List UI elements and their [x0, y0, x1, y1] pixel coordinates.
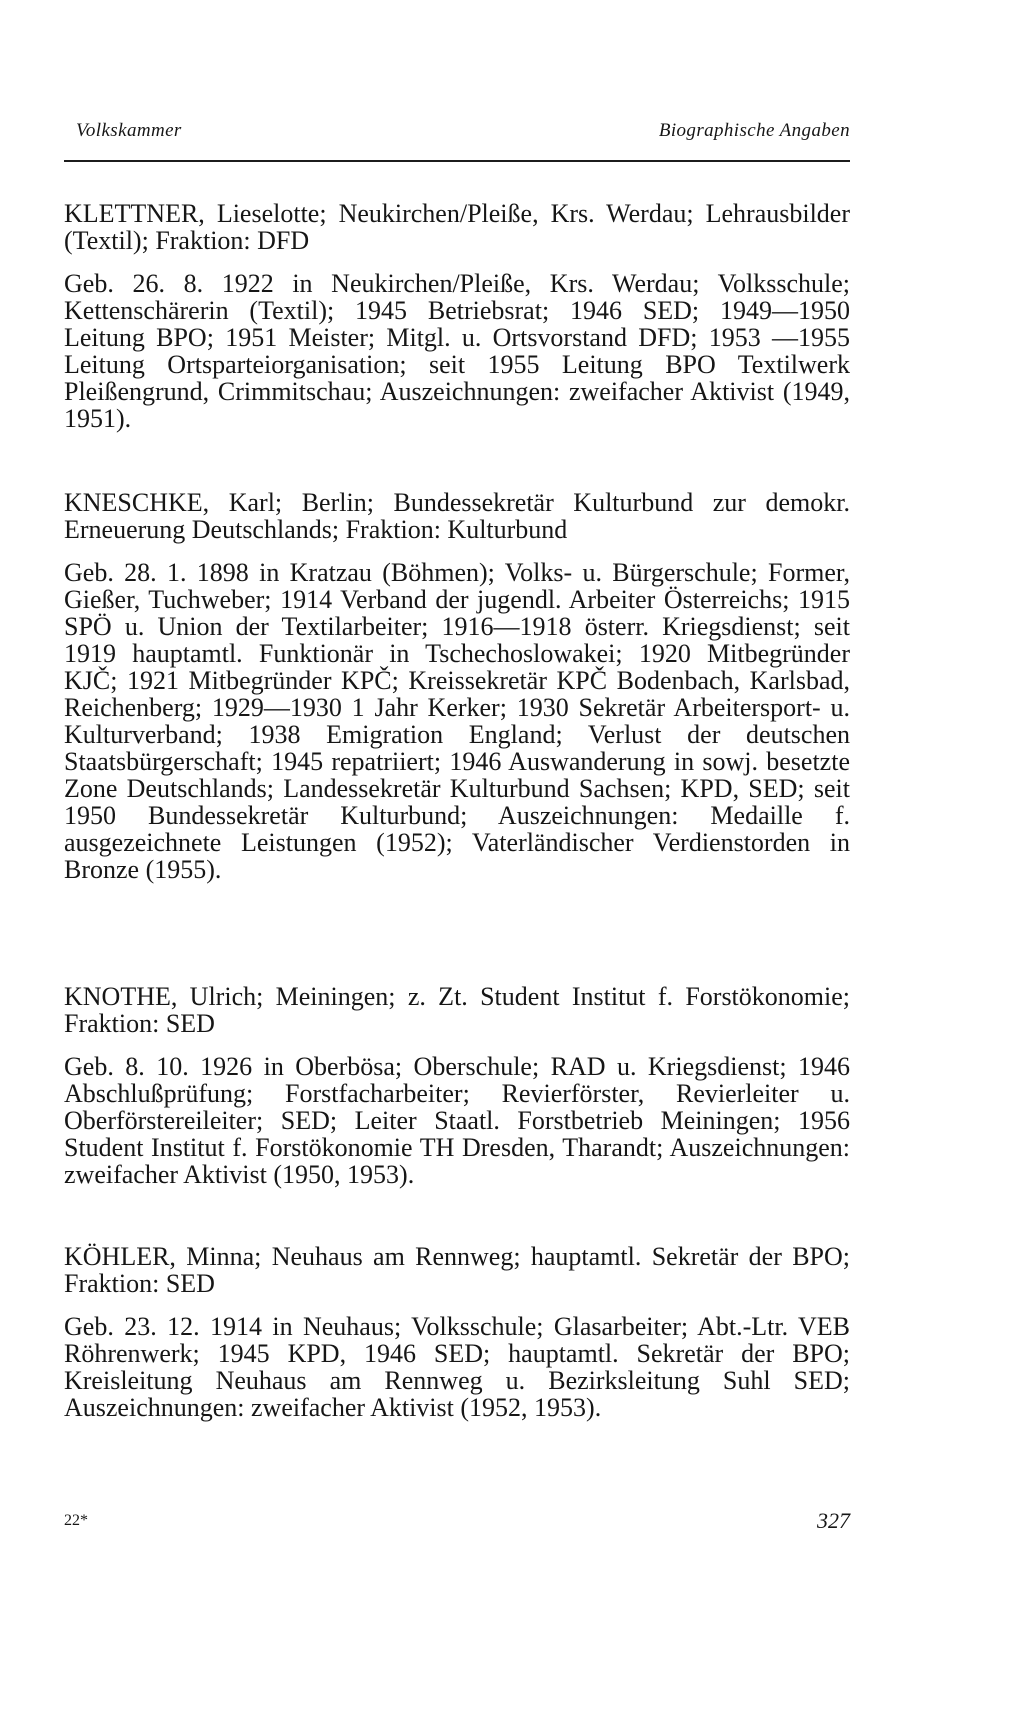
- biography-entry-kneschke: [64, 489, 850, 883]
- biography-entry-koehler: [64, 1243, 850, 1421]
- header-chapter-title: Biographische Angaben: [658, 120, 850, 141]
- page-footer: [64, 1508, 850, 1538]
- printer-signature: 22*: [64, 1512, 88, 1529]
- page-number: 327: [817, 1508, 850, 1533]
- biography-entry-knothe: [64, 983, 850, 1188]
- header-section-title: Volkskammer: [76, 120, 182, 141]
- entry-biography: Geb. 8. 10. 1926 in Oberbösa; Oberschule; RAD u. Kriegsdienst; 1946 Abschlußprüfung; Forstfacharbeiter; Revierförster, Revierleiter u. Oberförstereileiter; SED; Leiter Staatl. Forstbetrieb Meiningen; 1956 Student Institut f. Forstökonomie TH Dresden, Tharandt; Auszeichnungen: zweifacher Aktivist (1950, 1953).: [64, 1052, 850, 1189]
- biography-entry-klettner: [64, 200, 850, 432]
- entry-biography: Geb. 28. 1. 1898 in Kratzau (Böhmen); Volks- u. Bürgerschule; Former, Gießer, Tuchweber; 1914 Verband der jugendl. Arbeiter Österreichs; 1915 SPÖ u. Union der Textilarbeiter; 1916—1918 österr. Kriegsdienst; seit 1919 hauptamtl. Funktionär in Tschechoslowakei; 1920 Mitbegründer KJČ; 1921 Mitbegründer KPČ; Kreissekretär KPČ Bodenbach, Karlsbad, Reichenberg; 1929—1930 1 Jahr Kerker; 1930 Sekretär Arbeitersport- u. Kulturverband; 1938 Emigration England; Verlust der deutschen Staatsbürgerschaft; 1945 repatriiert; 1946 Auswanderung in sowj. besetzte Zone Deutschlands; Landessekretär Kulturbund Sachsen; KPD, SED; seit 1950 Bundessekretär Kulturbund; Auszeichnungen: Medaille f. ausgezeichnete Leistungen (1952); Vaterländischer Verdienstorden in Bronze (1955).: [64, 558, 850, 884]
- running-header: [64, 120, 850, 150]
- entry-heading: KNESCHKE, Karl; Berlin; Bundessekretär Kulturbund zur demokr. Erneuerung Deutschlands; Fraktion: Kulturbund: [64, 488, 850, 544]
- entry-heading: KÖHLER, Minna; Neuhaus am Rennweg; hauptamtl. Sekretär der BPO; Fraktion: SED: [64, 1242, 850, 1298]
- entry-heading: KLETTNER, Lieselotte; Neukirchen/Pleiße, Krs. Werdau; Lehrausbilder (Textil); Fraktion: DFD: [64, 199, 850, 255]
- entry-heading: KNOTHE, Ulrich; Meiningen; z. Zt. Student Institut f. Forstökonomie; Fraktion: SED: [64, 982, 850, 1038]
- entry-biography: Geb. 23. 12. 1914 in Neuhaus; Volksschule; Glasarbeiter; Abt.-Ltr. VEB Röhrenwerk; 1945 KPD, 1946 SED; hauptamtl. Sekretär der BPO; Kreisleitung Neuhaus am Rennweg u. Bezirksleitung Suhl SED; Auszeichnungen: zweifacher Aktivist (1952, 1953).: [64, 1312, 850, 1422]
- entry-biography: Geb. 26. 8. 1922 in Neukirchen/Pleiße, Krs. Werdau; Volksschule; Kettenschärerin (Textil); 1945 Betriebsrat; 1946 SED; 1949—1950 Leitung BPO; 1951 Meister; Mitgl. u. Ortsvorstand DFD; 1953 —1955 Leitung Ortsparteiorganisation; seit 1955 Leitung BPO Textilwerk Pleißengrund, Crimmitschau; Auszeichnungen: zweifacher Aktivist (1949, 1951).: [64, 269, 850, 433]
- header-rule: [64, 160, 850, 162]
- book-page: [64, 0, 850, 1731]
